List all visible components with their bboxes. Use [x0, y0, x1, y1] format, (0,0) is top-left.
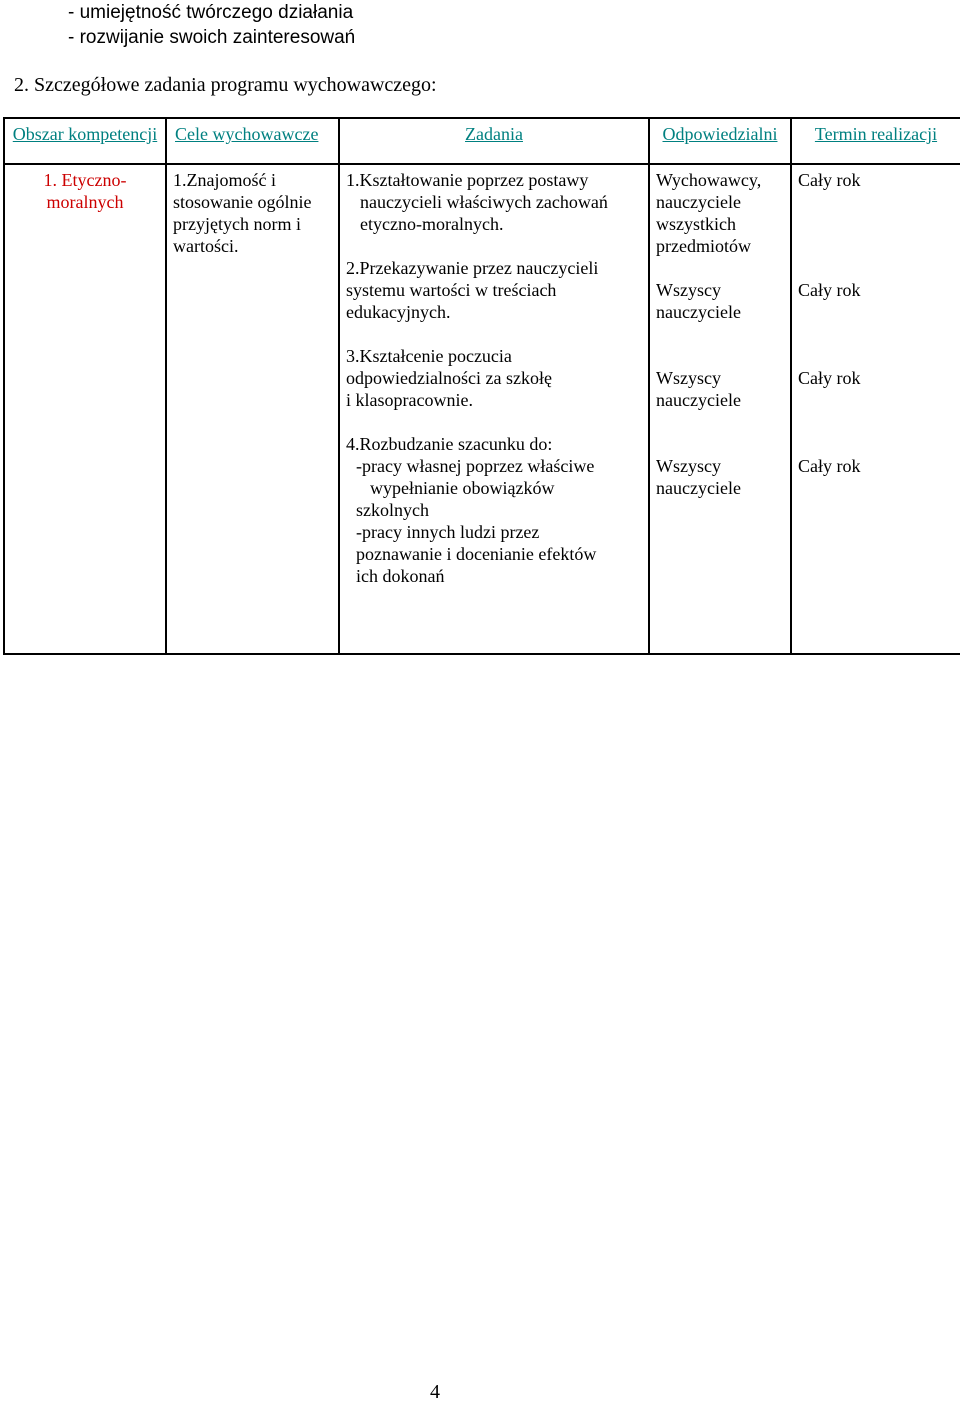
responsible-line: wszystkich [656, 214, 736, 234]
responsible-line: nauczyciele [656, 192, 741, 212]
task-item [346, 433, 642, 587]
header-deadline: Termin realizacji [791, 118, 960, 164]
intro-list [68, 0, 355, 50]
responsible-line: przedmiotów [656, 236, 751, 256]
task-item [346, 169, 642, 235]
responsible-line: Wszyscy [656, 280, 721, 300]
task-title: 3.Kształcenie poczucia [346, 346, 512, 366]
task-line: odpowiedzialności za szkołę [346, 368, 552, 388]
deadline-cell [791, 164, 960, 654]
responsible-line: nauczyciele [656, 302, 741, 322]
task-line: systemu wartości w treściach [346, 280, 557, 300]
tasks-cell [339, 164, 649, 654]
section-title: 2. Szczegółowe zadania programu wychowawczego: [14, 74, 437, 96]
intro-line: - umiejętność twórczego działania [68, 2, 354, 23]
responsible-line: nauczyciele [656, 390, 741, 410]
task-line: wypełnianie obowiązków [370, 478, 555, 498]
deadline-item: Cały rok [798, 456, 861, 476]
header-goals: Cele wychowawcze [166, 118, 339, 164]
goal-cell: 1.Znajomość i stosowanie ogólnie przyjętych norm i wartości. [166, 164, 339, 654]
intro-line: - rozwijanie swoich zainteresowań [68, 27, 356, 48]
task-line: nauczycieli właściwych zachowań [360, 192, 608, 212]
responsible-item [656, 279, 784, 345]
task-line: i klasopracownie. [346, 390, 473, 410]
responsible-cell [649, 164, 791, 654]
task-line: edukacyjnych. [346, 302, 451, 322]
task-item [346, 345, 642, 411]
responsible-line: Wszyscy [656, 368, 721, 388]
task-line: -pracy innych ludzi przez [356, 522, 540, 542]
responsible-line: nauczyciele [656, 478, 741, 498]
task-line: ich dokonań [356, 566, 445, 586]
responsible-line: Wszyscy [656, 456, 721, 476]
deadline-item: Cały rok [798, 368, 861, 388]
task-line: poznawanie i docenianie efektów [356, 544, 597, 564]
deadline-item: Cały rok [798, 170, 861, 190]
task-title: 4.Rozbudzanie szacunku do: [346, 434, 553, 454]
task-title: 1.Kształtowanie poprzez postawy [346, 170, 589, 190]
responsible-item [656, 455, 784, 499]
deadline-item: Cały rok [798, 280, 861, 300]
page-number: 4 [430, 1381, 440, 1403]
task-line: szkolnych [356, 500, 429, 520]
task-item [346, 257, 642, 323]
responsible-item [656, 169, 784, 257]
header-responsible: Odpowiedzialni [649, 118, 791, 164]
program-table [3, 117, 960, 655]
responsible-line: Wychowawcy, [656, 170, 762, 190]
header-tasks: Zadania [339, 118, 649, 164]
responsible-item [656, 367, 784, 433]
table-row [4, 164, 960, 654]
area-cell: 1. Etyczno- moralnych [4, 164, 166, 654]
table-header-row [4, 118, 960, 164]
task-title: 2.Przekazywanie przez nauczycieli [346, 258, 599, 278]
header-area: Obszar kompetencji [4, 118, 166, 164]
task-line: -pracy własnej poprzez właściwe [356, 456, 595, 476]
task-line: etyczno-moralnych. [360, 214, 504, 234]
